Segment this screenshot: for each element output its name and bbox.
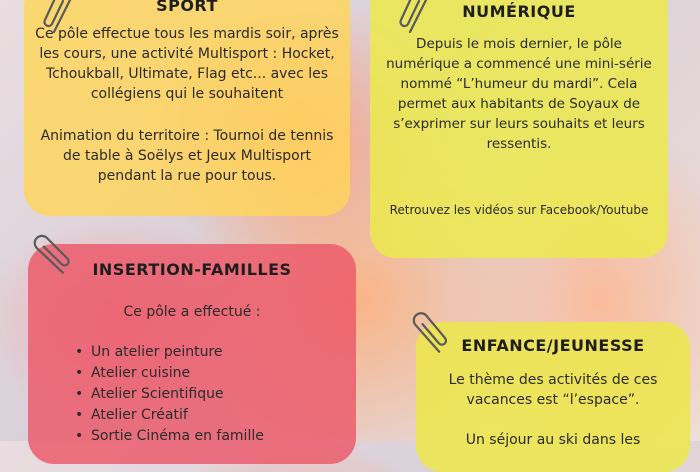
insertion-intro: Ce pôle a effectué : [123, 304, 261, 320]
list-item: • Atelier Scientifique [75, 384, 264, 405]
paperclip-icon [402, 304, 454, 363]
list-item: • Atelier cuisine [75, 363, 264, 384]
insertion-familles-card [28, 244, 356, 464]
paperclip-icon [396, 0, 436, 36]
sport-animation-text: Animation du territoire : Tournoi de tennis de table à Soëlys et Jeux Multisport pendant la rue pour tous. [40, 128, 334, 184]
list-item: • Atelier Créatif [75, 405, 264, 426]
activity-list [75, 342, 264, 447]
numerique-card [370, 0, 668, 258]
enfance-jeunesse-card [416, 322, 690, 472]
enfance-sejour-text: Un séjour au ski dans les [465, 432, 641, 448]
numerique-description: Depuis le mois dernier, le pôle numérique a commencé une mini-série nommé “L’humeur du mardi”. Cela permet aux habitants de Soyaux de s’exprimer sur leurs souhaits et leurs ressentis. [386, 36, 652, 152]
numerique-title: NUMÉRIQUE [462, 2, 576, 21]
sport-description: Ce pôle effectue tous les mardis soir, après les cours, une activité Multisport : Hocket, Tchoukball, Ultimate, Flag etc... avec les collégiens qui le souhaitent [35, 26, 339, 102]
enfance-title: ENFANCE/JEUNESSE [461, 336, 645, 355]
sport-title: SPORT [156, 0, 218, 15]
enfance-theme-text: Le thème des activités de ces vacances est “l’espace”. [448, 372, 658, 408]
list-item: • Un atelier peinture [75, 342, 264, 363]
numerique-videos-text: Retrouvez les vidéos sur Facebook/Youtube [389, 203, 649, 217]
insertion-title: INSERTION-FAMILLES [92, 260, 292, 279]
paperclip-icon [40, 0, 80, 36]
list-item: • Sortie Cinéma en famille [75, 426, 264, 447]
